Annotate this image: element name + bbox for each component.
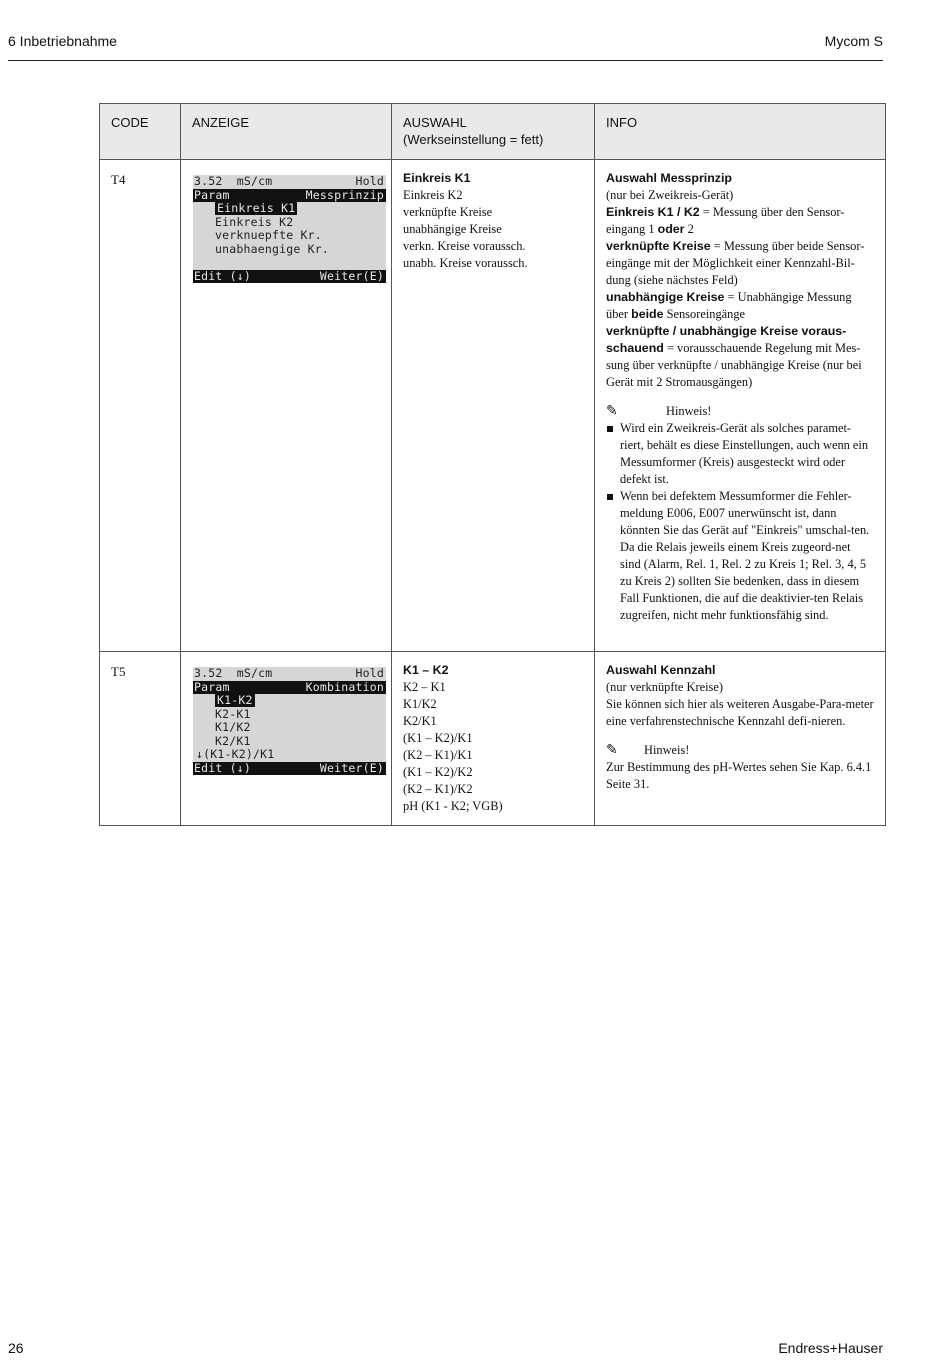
header-info: INFO <box>595 104 886 160</box>
hint-label: Hinweis! <box>666 404 712 418</box>
info-term: beide <box>631 307 664 321</box>
lcd-edit-key: Edit (↓) <box>194 761 251 775</box>
selection-item: K1/K2 <box>403 697 437 711</box>
lcd-option-selected <box>193 202 386 216</box>
info-note: (nur bei Zweikreis-Gerät) <box>606 188 734 202</box>
lcd-title-line <box>193 681 386 695</box>
info-paragraph: Sie können sich hier als weiteren Ausgabe-Para-meter eine verfahrenstechnische Kennzahl defi-nieren. <box>606 697 874 728</box>
lcd-next-key: Weiter(E) <box>319 269 384 283</box>
lcd-option: ↓(K1-K2)/K1 <box>196 748 275 761</box>
selection-cell <box>392 160 595 652</box>
pencil-icon: ✎ <box>606 743 618 758</box>
selection-cell <box>392 652 595 826</box>
hint-text: Zur Bestimmung des pH-Wertes sehen Sie Kap. 6.4.1 Seite 31. <box>606 760 872 791</box>
info-term: Einkreis K1 / K2 <box>606 205 700 219</box>
pencil-icon: ✎ <box>606 404 618 419</box>
lcd-option: K1/K2 <box>215 721 251 734</box>
lcd-status-line <box>193 667 386 681</box>
lcd-option: unabhaengige Kr. <box>215 242 329 256</box>
page-header <box>8 33 883 61</box>
list-item <box>606 488 874 624</box>
header-code: CODE <box>100 104 181 160</box>
info-cell <box>595 652 886 826</box>
brand-name: Endress+Hauser <box>778 1340 883 1356</box>
selection-item: (K2 – K1)/K1 <box>403 748 473 762</box>
selection-item: Einkreis K2 <box>403 188 463 202</box>
lcd-hold-indicator: Hold <box>355 175 384 188</box>
selection-item: (K2 – K1)/K2 <box>403 782 473 796</box>
lcd-status-line <box>193 175 386 189</box>
row-code: T4 <box>100 160 181 652</box>
info-text: = Messung über beide Sensor-eingänge mit der Möglichkeit einer Kennzahl-Bil-dung (siehe nächstes Feld) <box>606 239 865 287</box>
info-term: verknüpfte Kreise <box>606 239 711 253</box>
info-title: Auswahl Messprinzip <box>606 171 732 185</box>
info-paragraph <box>606 204 874 238</box>
row-code: T5 <box>100 652 181 826</box>
lcd-selected-text: K1-K2 <box>217 694 253 707</box>
header-auswahl-note: (Werkseinstellung = fett) <box>403 132 544 147</box>
selection-item: verknüpfte Kreise <box>403 205 493 219</box>
hint-heading <box>606 403 874 420</box>
lcd-display <box>193 667 386 775</box>
info-text: = Unabhängige Messung über <box>606 290 852 321</box>
header-anzeige: ANZEIGE <box>181 104 392 160</box>
hint-label: Hinweis! <box>644 743 690 757</box>
lcd-selected-text: Einkreis K1 <box>217 202 296 215</box>
info-term: unabhängige Kreise <box>606 290 725 304</box>
hint-list <box>606 420 874 624</box>
chapter-title: 6 Inbetriebnahme <box>8 33 117 49</box>
table-row <box>100 160 886 652</box>
hint-heading <box>606 742 874 759</box>
header-auswahl <box>392 104 595 160</box>
table-row <box>100 652 886 826</box>
page-number: 26 <box>8 1340 24 1356</box>
lcd-spacer <box>193 256 386 270</box>
selection-item: K2 – K1 <box>403 680 446 694</box>
hint-bullet-text: Wenn bei defektem Messumformer die Fehler-meldung E006, E007 unerwünscht ist, dann könnten Sie das Gerät auf "Einkreis" umschal-ten. Da die Relais jeweils einem Kreis zugeord-net sind (Alarm, Rel. 1, Rel. 2 zu Kreis 1; Rel. 3, 4, 5 zu Kreis 2) sollten Sie bedenken, dass in diesem Fall Funktionen, die auf die deaktivier-ten Relais zugreifen, nicht mehr funktionsfähig sind. <box>620 489 870 622</box>
lcd-display <box>193 175 386 283</box>
lcd-option: verknuepfte Kr. <box>215 229 322 242</box>
selection-item: unabh. Kreise voraussch. <box>403 256 528 270</box>
info-title: Auswahl Kennzahl <box>606 663 716 677</box>
lcd-menu-title: Messprinzip <box>305 188 384 202</box>
hint-block <box>606 742 874 793</box>
lcd-measured-value: 3.52 mS/cm <box>194 175 273 188</box>
lcd-menu-label: Param <box>194 188 230 202</box>
table-header-row <box>100 104 886 160</box>
display-cell <box>181 160 392 652</box>
lcd-next-key: Weiter(E) <box>319 761 384 775</box>
info-text: 2 <box>684 222 694 236</box>
selection-item: (K1 – K2)/K1 <box>403 731 473 745</box>
lcd-menu-label: Param <box>194 680 230 694</box>
info-paragraph <box>606 289 874 323</box>
lcd-menu-title: Kombination <box>305 680 384 694</box>
lcd-option: Einkreis K2 <box>215 215 294 229</box>
lcd-hold-indicator: Hold <box>355 667 384 680</box>
info-note: (nur verknüpfte Kreise) <box>606 680 723 694</box>
list-item <box>606 420 874 488</box>
lcd-option: K2-K1 <box>215 707 251 721</box>
hint-bullet-text: Wird ein Zweikreis-Gerät als solches paramet-riert, behält es diese Einstellungen, auch wenn ein Messumformer (Kreis) ausgesteckt wird oder defekt ist. <box>620 421 869 486</box>
lcd-option: K2/K1 <box>215 734 251 748</box>
info-paragraph <box>606 323 874 391</box>
selection-item: unabhängige Kreise <box>403 222 502 236</box>
parameter-table <box>99 103 886 826</box>
hint-block <box>606 403 874 624</box>
product-name: Mycom S <box>824 33 883 49</box>
lcd-softkey-line <box>193 270 386 284</box>
lcd-measured-value: 3.52 mS/cm <box>194 667 273 680</box>
info-paragraph <box>606 238 874 289</box>
info-text: Sensoreingänge <box>663 307 746 321</box>
header-auswahl-label: AUSWAHL <box>403 115 467 130</box>
selection-item: verkn. Kreise voraussch. <box>403 239 526 253</box>
selection-default: Einkreis K1 <box>403 171 471 185</box>
bullet-square-icon <box>607 494 613 500</box>
lcd-edit-key: Edit (↓) <box>194 269 251 283</box>
selection-item: pH (K1 - K2; VGB) <box>403 799 503 813</box>
info-term: verknüpfte / unabhängige Kreise voraus-schauend <box>606 324 847 355</box>
selection-default: K1 – K2 <box>403 663 449 677</box>
display-cell <box>181 652 392 826</box>
info-text: = vorausschauende Regelung mit Mes-sung über verknüpfte / unabhängige Kreise (nur bei Gerät mit 2 Stromausgängen) <box>606 341 862 389</box>
lcd-softkey-line <box>193 762 386 776</box>
bullet-square-icon <box>607 426 613 432</box>
selection-item: (K1 – K2)/K2 <box>403 765 473 779</box>
lcd-title-line <box>193 189 386 203</box>
selection-item: K2/K1 <box>403 714 437 728</box>
info-cell <box>595 160 886 652</box>
info-term: oder <box>657 222 685 236</box>
info-text: = Messung über den Sensor-eingang 1 <box>606 205 845 236</box>
lcd-option-selected <box>193 694 386 708</box>
